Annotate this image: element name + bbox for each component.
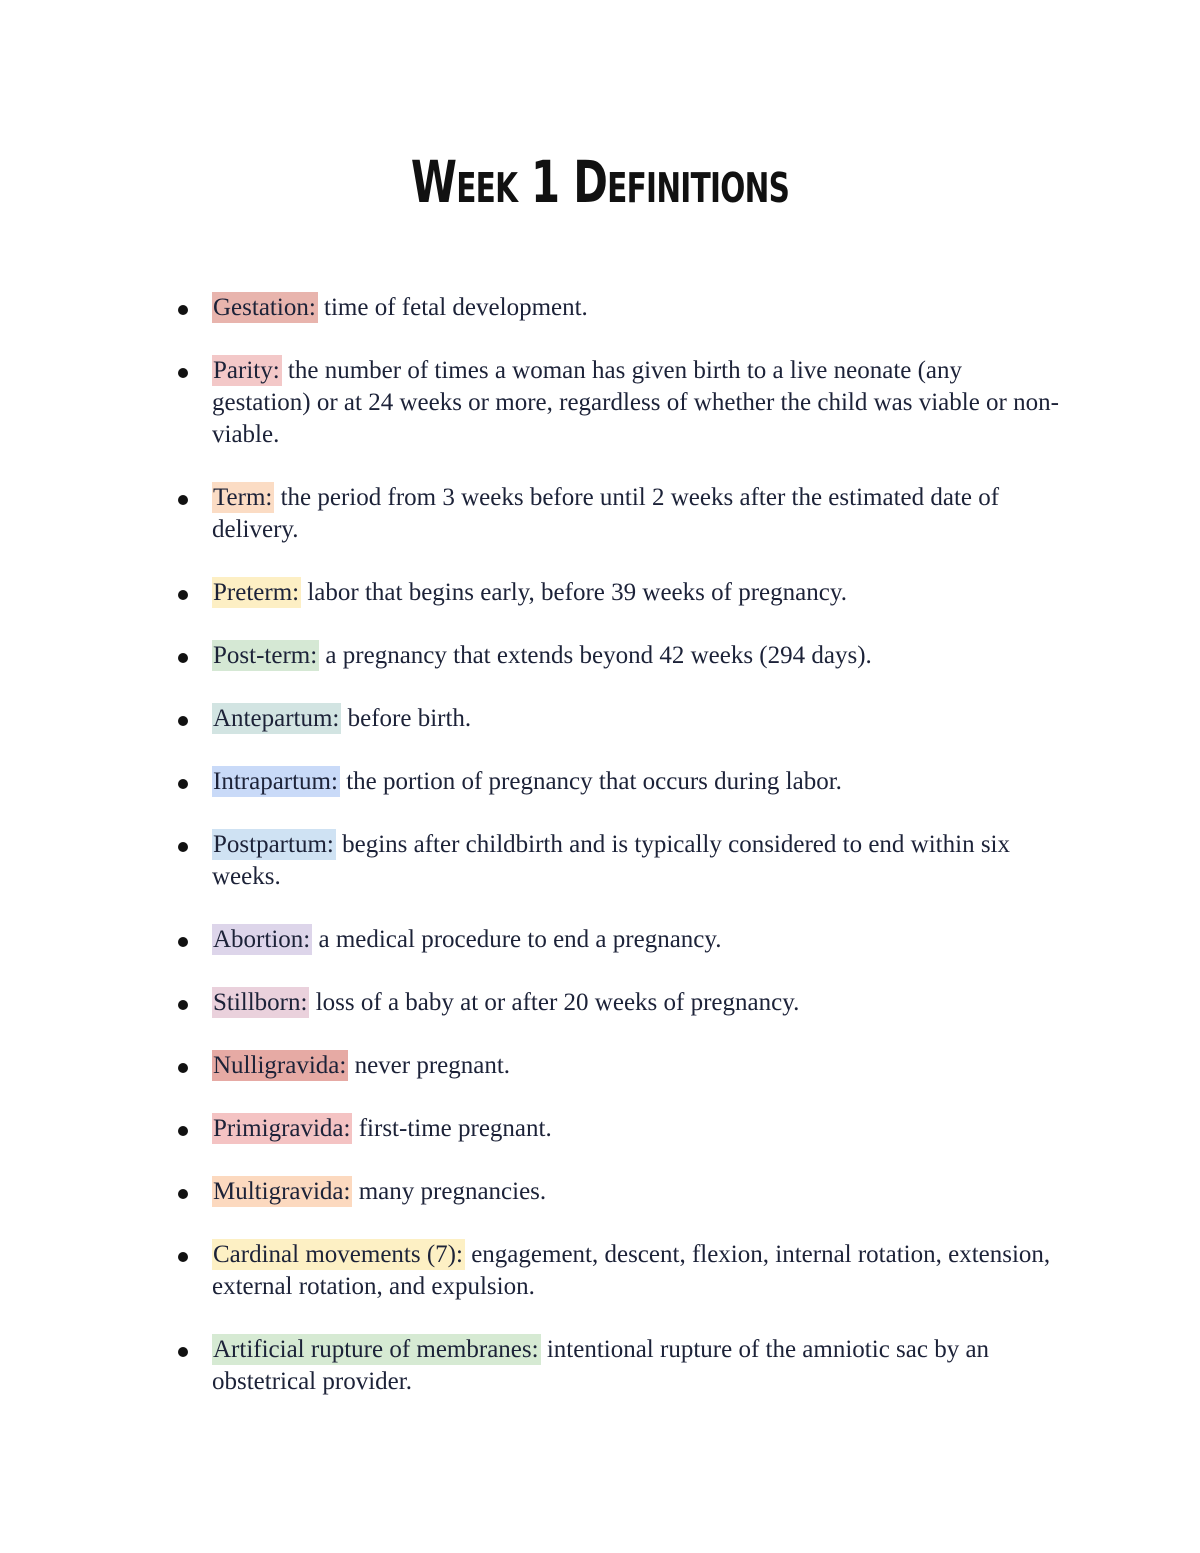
definition-text: first-time pregnant. [352,1115,552,1142]
definition-text: begins after childbirth and is typically considered to end within six weeks. [212,831,1011,890]
definition-text: a pregnancy that extends beyond 42 weeks (294 days). [319,642,872,669]
definition-item [0,640,1060,672]
definition-term: Preterm: [213,579,300,606]
definition-term: Post-term: [213,642,318,669]
definition-term: Intrapartum: [213,768,338,795]
definition-text: the period from 3 weeks before until 2 weeks after the estimated date of delivery. [212,484,1000,543]
bullet-icon [178,779,188,789]
definition-term: Gestation: [213,294,316,321]
definition-term: Term: [213,484,273,511]
definition-list [0,292,1200,1429]
page-title: Week 1 Definitions [410,148,790,216]
bullet-icon [178,653,188,663]
definition-term: Artificial rupture of membranes: [213,1336,539,1363]
definition-item [0,829,1060,893]
definition-text: many pregnancies. [352,1178,547,1205]
definition-term: Nulligravida: [213,1052,347,1079]
bullet-icon [178,495,188,505]
bullet-icon [178,305,188,315]
definition-term: Stillborn: [213,989,308,1016]
bullet-icon [178,1126,188,1136]
definition-text: labor that begins early, before 39 weeks of pregnancy. [301,579,847,606]
definition-item [0,1176,1060,1208]
definition-item [0,355,1060,451]
definition-text: a medical procedure to end a pregnancy. [312,926,722,953]
definition-item [0,482,1060,546]
definition-item [0,987,1060,1019]
bullet-icon [178,937,188,947]
definition-term: Antepartum: [213,705,340,732]
definition-item [0,1113,1060,1145]
definition-item [0,924,1060,956]
definition-text: loss of a baby at or after 20 weeks of pregnancy. [309,989,800,1016]
definition-text: the number of times a woman has given birth to a live neonate (any gestation) or at 24 weeks or more, regardless of whether the child was viable or non-viable. [212,357,1059,448]
definition-term: Cardinal movements (7): [213,1241,463,1268]
bullet-icon [178,590,188,600]
definition-term: Postpartum: [213,831,334,858]
definition-item [0,766,1060,798]
definition-item [0,292,1060,324]
bullet-icon [178,1189,188,1199]
definition-item [0,703,1060,735]
definition-item [0,1239,1060,1303]
definition-item [0,1050,1060,1082]
definition-term: Parity: [213,357,280,384]
bullet-icon [178,842,188,852]
definition-text: before birth. [341,705,472,732]
bullet-icon [178,1252,188,1262]
definition-term: Primigravida: [213,1115,351,1142]
bullet-icon [178,1347,188,1357]
bullet-icon [178,1000,188,1010]
definition-text: never pregnant. [348,1052,511,1079]
definition-text: time of fetal development. [317,294,588,321]
definition-term: Multigravida: [213,1178,351,1205]
definition-item [0,577,1060,609]
definition-text: engagement, descent, flexion, internal rotation, extension, external rotation, and expulsion. [212,1241,1051,1300]
bullet-icon [178,1063,188,1073]
definition-term: Abortion: [213,926,311,953]
bullet-icon [178,368,188,378]
definition-item [0,1334,1060,1398]
definition-text: intentional rupture of the amniotic sac by an obstetrical provider. [212,1336,990,1395]
definition-text: the portion of pregnancy that occurs during labor. [339,768,842,795]
bullet-icon [178,716,188,726]
